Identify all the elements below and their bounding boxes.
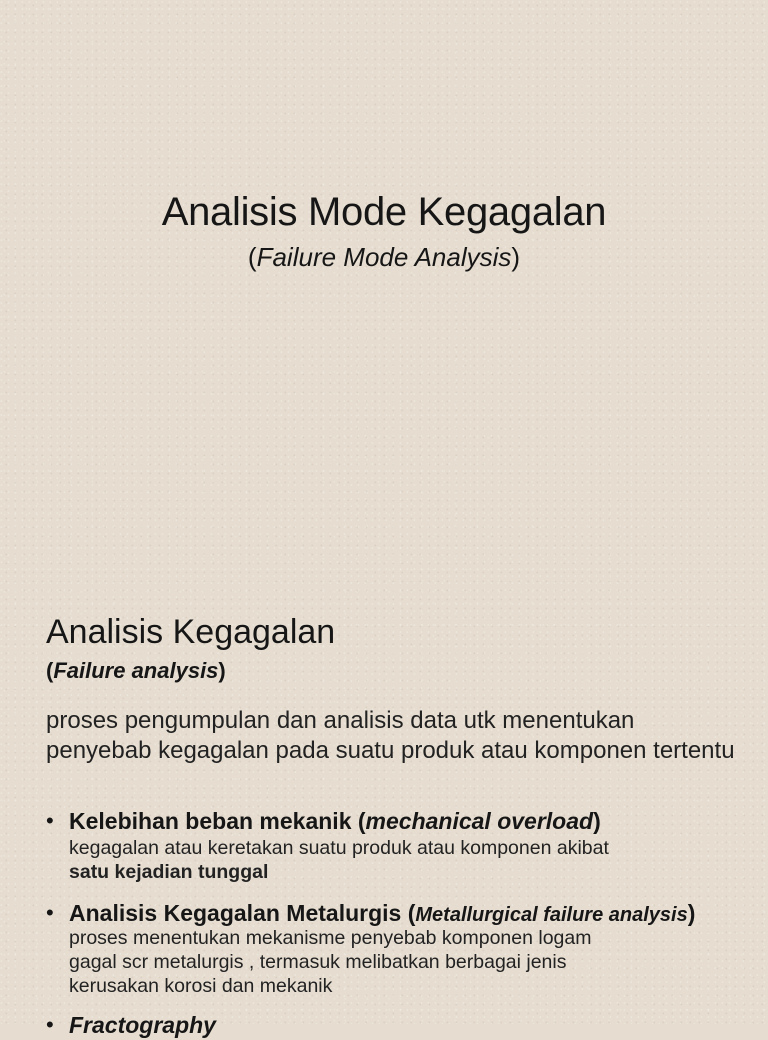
bullet-title-close: ) <box>687 900 696 926</box>
content-subheading <box>46 656 226 686</box>
bullet-description <box>69 926 739 998</box>
bullet-desc-line: kegagalan atau keretakan suatu produk atau komponen akibat <box>69 837 609 859</box>
slide-title-subtitle <box>0 240 768 274</box>
slide-content <box>0 576 768 1038</box>
bullet-title <box>69 806 601 836</box>
bullet-title-italic: mechanical overload <box>365 808 594 834</box>
subtitle-open-paren: ( <box>247 242 257 272</box>
bullet-desc-line: kerusakan korosi dan mekanik <box>69 975 333 997</box>
subheading-close-paren: ) <box>218 658 226 683</box>
bullet-desc-bold-line <box>69 860 739 884</box>
bullet-dot-icon: • <box>46 1012 54 1037</box>
content-body-text: proses pengumpulan dan analisis data utk menentukan penyebab kegagalan pada suatu produk atau komponen tertentu <box>46 707 735 764</box>
bullet-title <box>69 1010 216 1040</box>
bullet-title-plain: Analisis Kegagalan Metalurgis ( <box>69 900 416 926</box>
bullet-description <box>69 836 739 884</box>
bullet-title-italic: Metallurgical failure analysis <box>415 904 688 926</box>
bullet-dot-icon: • <box>46 900 54 925</box>
subtitle-close-paren: ) <box>511 242 521 272</box>
bullet-desc-bold: satu kejadian tunggal <box>69 861 269 883</box>
subheading-open-paren: ( <box>46 658 54 683</box>
bullet-desc-line: proses menentukan mekanisme penyebab komponen logam <box>69 927 592 949</box>
subheading-italic-text: Failure analysis <box>53 658 219 683</box>
bullet-dot-icon: • <box>46 808 54 833</box>
bullet-desc-line: gagal scr metalurgis , termasuk melibatkan berbagai jenis <box>69 951 567 973</box>
bullet-title-italic: Fractography <box>69 1012 216 1038</box>
content-heading: Analisis Kegagalan <box>46 613 336 651</box>
slide-title-heading: Analisis Mode Kegagalan <box>161 190 607 234</box>
bullet-title-plain: Kelebihan beban mekanik ( <box>69 808 366 834</box>
subtitle-italic-text: Failure Mode Analysis <box>256 242 512 272</box>
bullet-title-close: ) <box>593 808 601 834</box>
